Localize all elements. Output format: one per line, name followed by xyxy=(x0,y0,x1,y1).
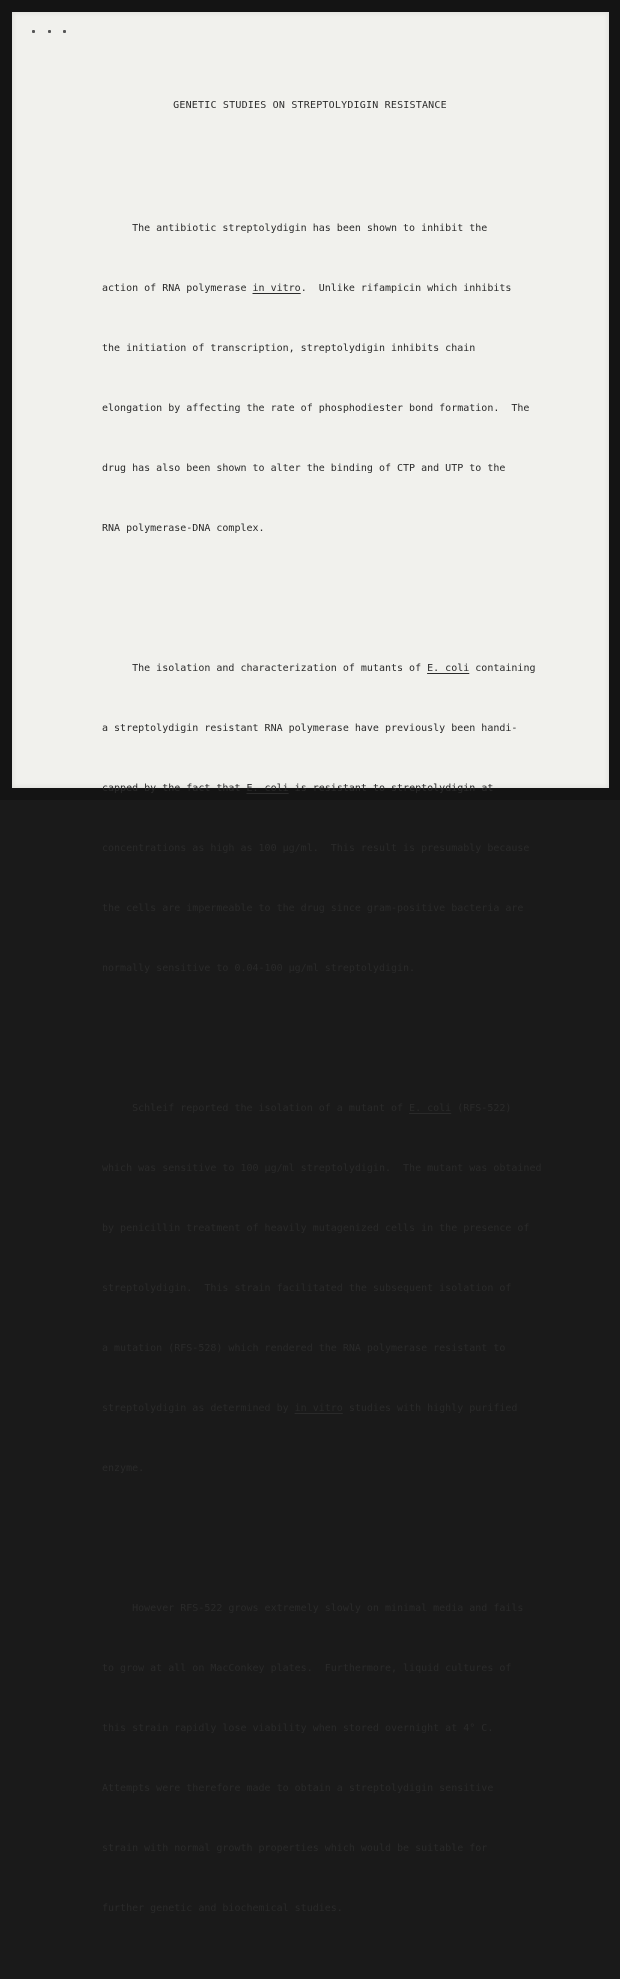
underlined-term: E. coli xyxy=(409,1103,452,1114)
underlined-term: E. coli xyxy=(427,663,470,674)
corner-marks xyxy=(30,30,70,36)
text-line: this strain rapidly lose viability when stored overnight at 4° C. xyxy=(102,1723,494,1734)
text-line: a mutation (RFS-528) which rendered the RNA polymerase resistant to xyxy=(102,1343,506,1354)
paragraph-4 xyxy=(102,1559,542,1959)
text-line: Attempts were therefore made to obtain a streptolydigin sensitive xyxy=(102,1783,494,1794)
document-title: GENETIC STUDIES ON STREPTOLYDIGIN RESISTANCE xyxy=(173,100,447,111)
text-line: concentrations as high as 100 µg/ml. This result is presumably because xyxy=(102,843,530,854)
text-line: Schleif reported the isolation of a mutant of E. coli (RFS-522) xyxy=(102,1103,512,1114)
text-line: a streptolydigin resistant RNA polymerase have previously been handi- xyxy=(102,723,518,734)
text-line: The antibiotic streptolydigin has been shown to inhibit the xyxy=(102,223,488,234)
paragraph-1 xyxy=(102,179,542,579)
underlined-term: in vitro xyxy=(294,1403,343,1414)
text-line: However RFS-522 grows extremely slowly on minimal media and fails xyxy=(102,1603,524,1614)
text-line: strain with normal growth properties which would be suitable for xyxy=(102,1843,488,1854)
text-line: by penicillin treatment of heavily mutagenized cells in the presence of xyxy=(102,1223,530,1234)
text-line: RNA polymerase-DNA complex. xyxy=(102,523,265,534)
text-line: to grow at all on MacConkey plates. Furthermore, liquid cultures of xyxy=(102,1663,512,1674)
paragraph-2 xyxy=(102,619,542,1019)
text-line: further genetic and biochemical studies. xyxy=(102,1903,343,1914)
paragraph-3 xyxy=(102,1059,542,1519)
text-line: action of RNA polymerase in vitro. Unlike rifampicin which inhibits xyxy=(102,283,512,294)
text-line: The isolation and characterization of mutants of E. coli containing xyxy=(102,663,536,674)
text-line: enzyme. xyxy=(102,1463,145,1474)
text-line: normally sensitive to 0.04-100 µg/ml streptolydigin. xyxy=(102,963,416,974)
text-line: the cells are impermeable to the drug since gram-positive bacteria are xyxy=(102,903,524,914)
text-line: streptolydigin. This strain facilitated the subsequent isolation of xyxy=(102,1283,512,1294)
text-line: drug has also been shown to alter the binding of CTP and UTP to the xyxy=(102,463,506,474)
underlined-term: in vitro xyxy=(252,283,301,294)
text-line: elongation by affecting the rate of phosphodiester bond formation. The xyxy=(102,403,530,414)
text-line: the initiation of transcription, streptolydigin inhibits chain xyxy=(102,343,476,354)
document-body xyxy=(102,139,542,1979)
text-line: capped by the fact that E. coli is resistant to streptolydigin at xyxy=(102,783,494,794)
text-line: which was sensitive to 100 µg/ml streptolydigin. The mutant was obtained xyxy=(102,1163,542,1174)
text-line: streptolydigin as determined by in vitro studies with highly purified xyxy=(102,1403,518,1414)
underlined-term: E. coli xyxy=(246,783,289,794)
